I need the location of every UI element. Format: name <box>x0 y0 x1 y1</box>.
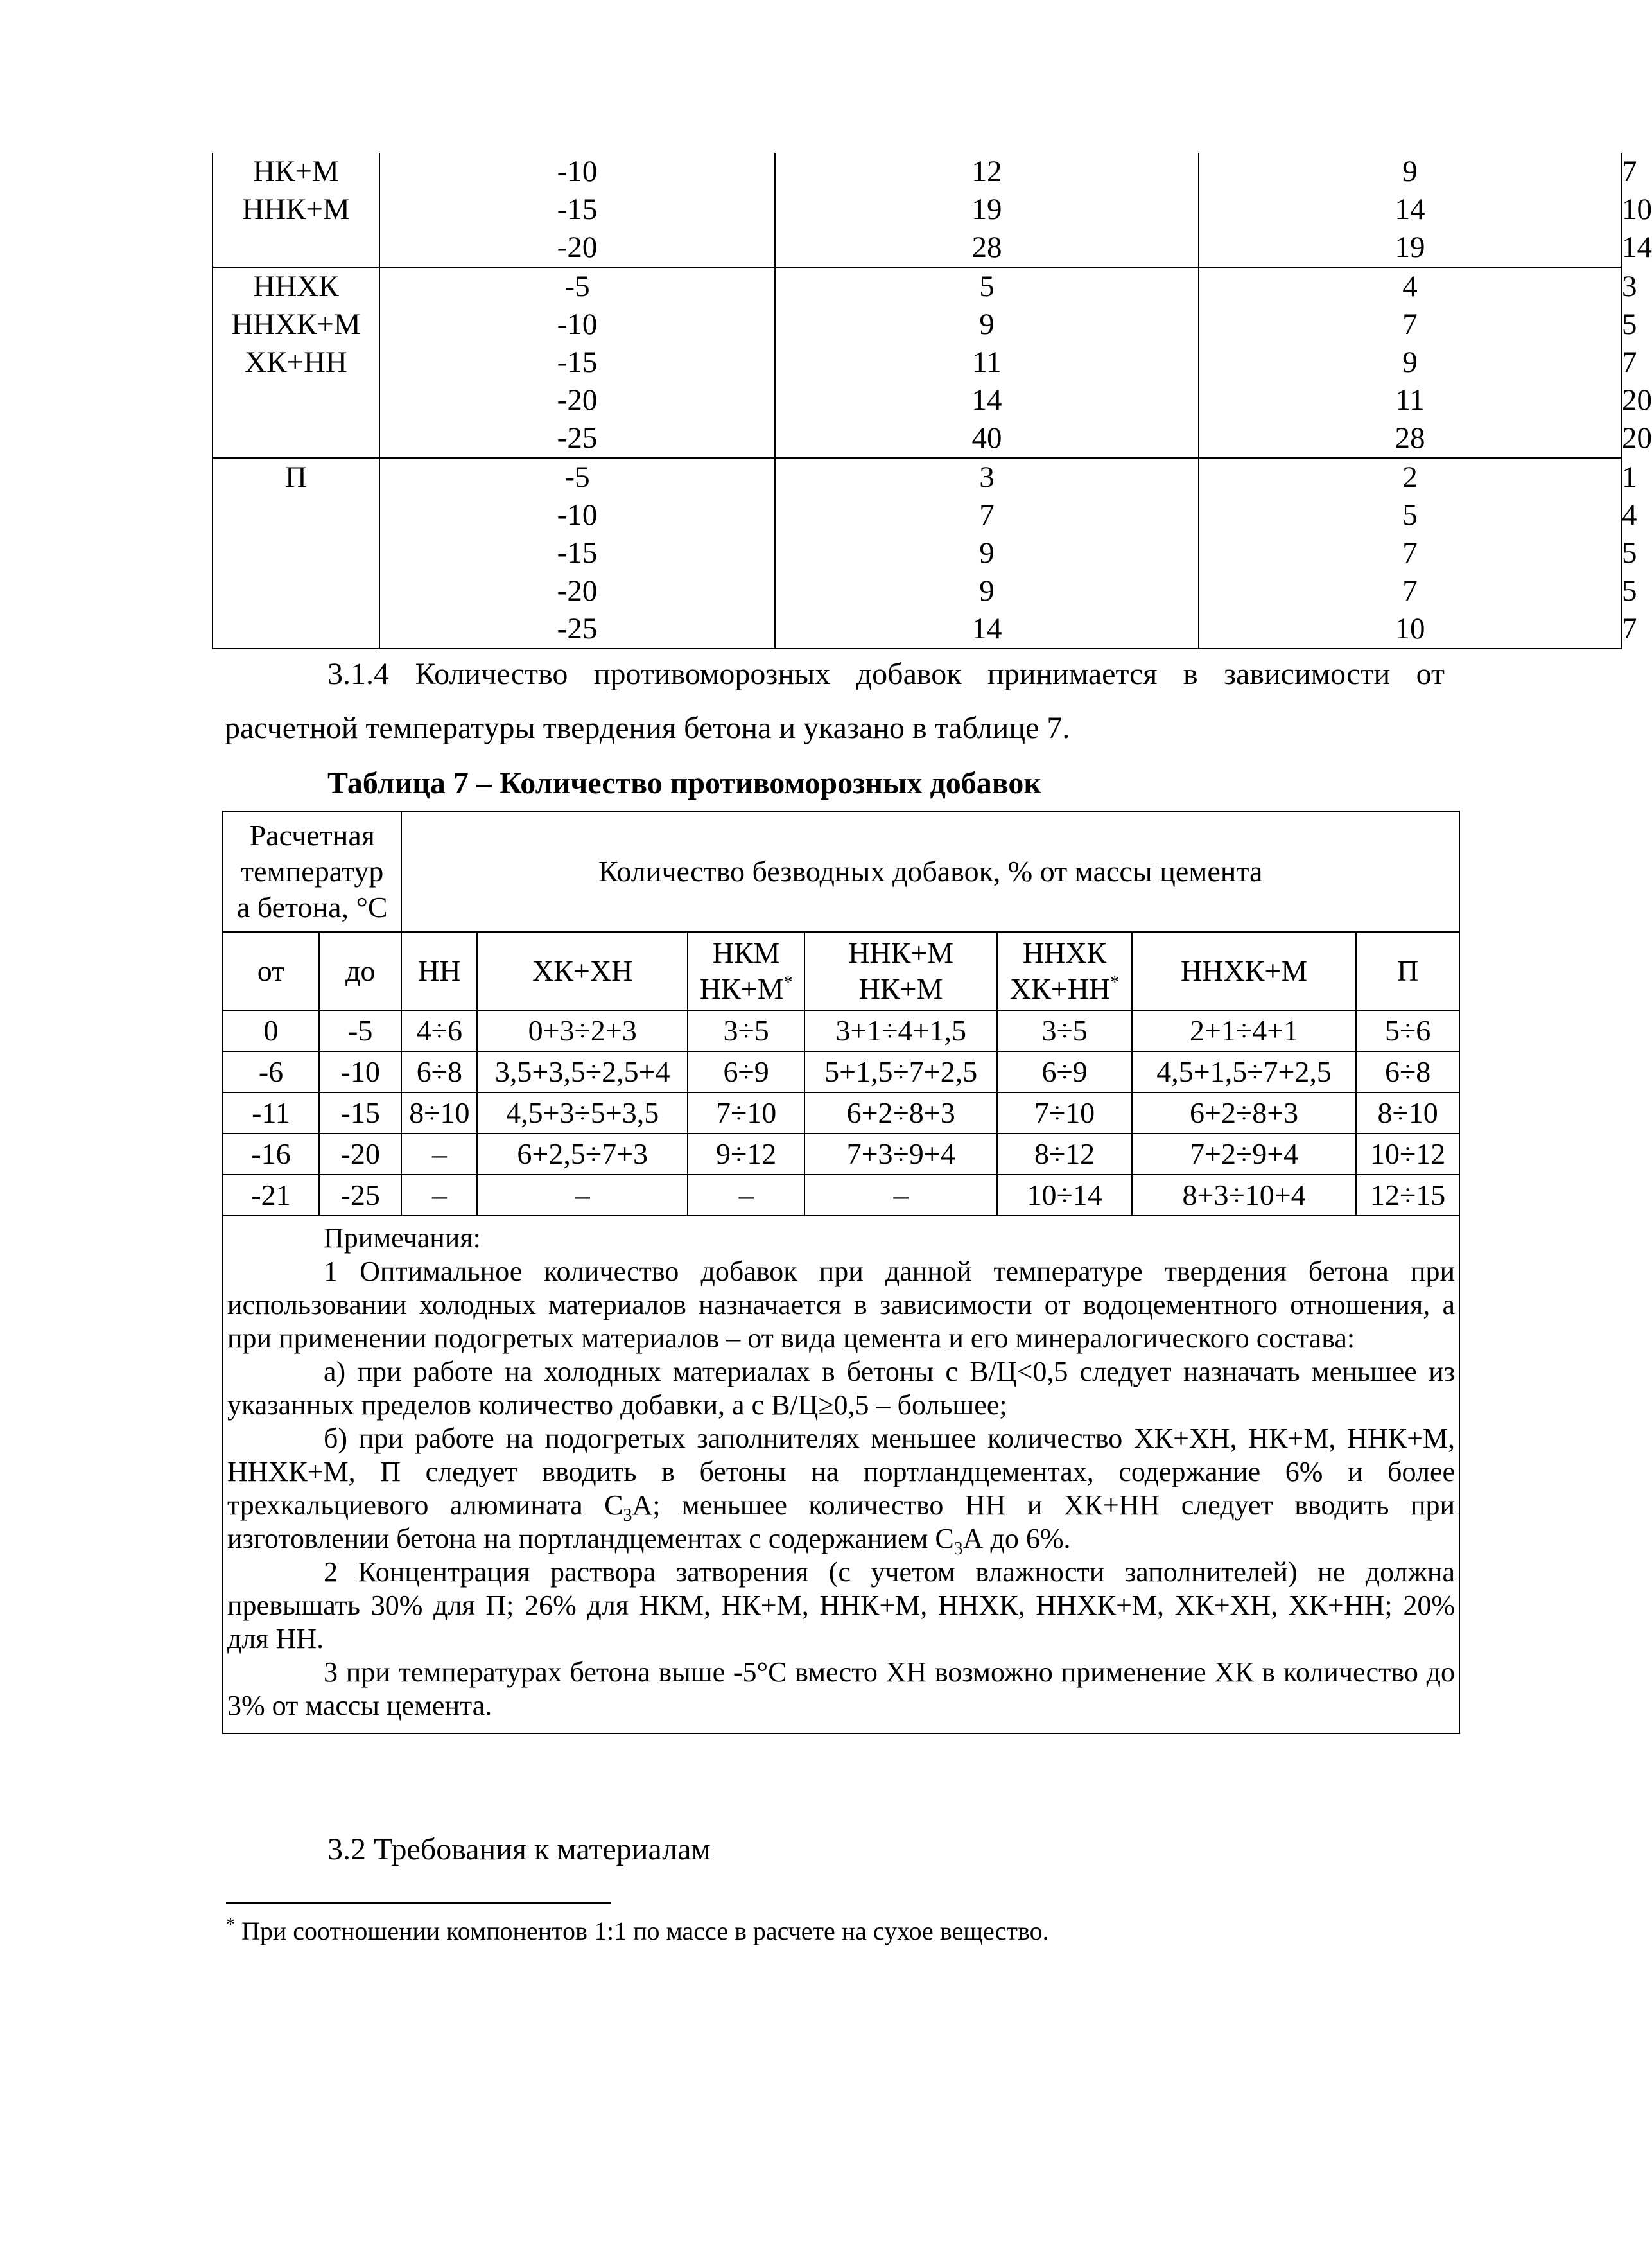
note-1a: а) при работе на холодных материалах в бетоны с В/Ц<0,5 следует назначать меньшее из указанных пределов количество добавки, а с В/Ц≥0,5 – большее; <box>227 1356 1455 1421</box>
notes-title: Примечания: <box>324 1222 481 1254</box>
table-cell: 4 7 9 11 28 <box>1199 267 1621 458</box>
header-col: ХК+ХН <box>477 932 688 1010</box>
table-cell: 5÷6 <box>1356 1010 1459 1051</box>
header-design-temperature: Расчетная температур а бетона, °С <box>223 811 401 932</box>
table-cell: 6+2÷8+3 <box>1132 1092 1356 1134</box>
table-cell: -21 <box>223 1175 319 1216</box>
table-cell: 12 19 28 <box>775 153 1199 267</box>
table-cell: 3,5+3,5÷2,5+4 <box>477 1051 688 1092</box>
note-1b: б) при работе на подогретых заполнителях меньшее количество ХК+ХН, НК+М, ННК+М, ННХК+М, П следует вводить в бетоны на портландцементах, содержание 6% и более трехкальциевого алюмината $С_3А$; меньшее количество НН и ХК+НН следует вводить при изготовлении бетона на портландцементах с содержанием $С_3А$ до 6%. <box>227 1423 1455 1559</box>
header-col: ННК+М НК+М <box>804 932 997 1010</box>
table-row <box>223 1134 1459 1175</box>
table-cell: – <box>477 1175 688 1216</box>
table-cell: 10÷12 <box>1356 1134 1459 1175</box>
table-cell: НК+М ННК+М <box>213 153 379 267</box>
table-7 <box>222 811 1460 1734</box>
table-cell: 3+1÷4+1,5 <box>804 1010 997 1051</box>
table-cell: – <box>401 1134 477 1175</box>
table-cell: ННХК ННХК+М ХК+НН <box>213 267 379 458</box>
table-cell: 2 5 7 7 10 <box>1199 458 1621 649</box>
header-to: до <box>319 932 402 1010</box>
table-cell: -25 <box>319 1175 402 1216</box>
table-cell: 7÷10 <box>997 1092 1132 1134</box>
table-cell: 6÷8 <box>401 1051 477 1092</box>
table-cell: П <box>213 458 379 649</box>
header-col: НКМ НК+М* <box>688 932 804 1010</box>
table-cell: 8÷12 <box>997 1134 1132 1175</box>
paragraph-3-1-4-cont: расчетной температуры твердения бетона и указано в таблице 7. <box>225 711 1070 745</box>
paragraph-3-1-4: 3.1.4 Количество противоморозных добавок принимается в зависимости от <box>327 657 1445 691</box>
footnote-mark: * <box>226 1915 235 1935</box>
table-cell: 0 <box>223 1010 319 1051</box>
header-col: ННХК+М <box>1132 932 1356 1010</box>
table-cell: -10 <box>319 1051 402 1092</box>
table-7-notes <box>223 1216 1459 1733</box>
note-1: 1 Оптимальное количество добавок при данной температуре твердения бетона при использовании холодных материалов назначается в зависимости от водоцементного отношения, а при применении подогретых материалов – от вида цемента и его минералогического состава: <box>227 1256 1455 1354</box>
section-3-2-heading: 3.2 Требования к материалам <box>327 1832 711 1866</box>
table-cell: 6+2÷8+3 <box>804 1092 997 1134</box>
table-cell: 8÷10 <box>401 1092 477 1134</box>
table-cell: -5 -10 -15 -20 -25 <box>379 458 775 649</box>
table-cell: 6+2,5÷7+3 <box>477 1134 688 1175</box>
header-additive-amount: Количество безводных добавок, % от массы цемента <box>401 811 1459 932</box>
table-cell: 6÷8 <box>1356 1051 1459 1092</box>
table-cell: 7+2÷9+4 <box>1132 1134 1356 1175</box>
table-row: НК+М ННК+М -10 -15 -20 12 19 28 9 14 19 7 10 14 <box>213 153 1621 267</box>
table-cell: -15 <box>319 1092 402 1134</box>
table-cell: -5 -10 -15 -20 -25 <box>379 267 775 458</box>
table-cell: -11 <box>223 1092 319 1134</box>
table-cell: 12÷15 <box>1356 1175 1459 1216</box>
table-cell: 7÷10 <box>688 1092 804 1134</box>
table-7-title: Таблица 7 – Количество противоморозных добавок <box>327 766 1042 800</box>
table-cell: 2+1÷4+1 <box>1132 1010 1356 1051</box>
table-cell: 5 9 11 14 40 <box>775 267 1199 458</box>
table-6-continuation <box>212 153 1652 649</box>
header-from: от <box>223 932 319 1010</box>
table-cell: 6÷9 <box>688 1051 804 1092</box>
table-cell: -10 -15 -20 <box>379 153 775 267</box>
table-cell: 3÷5 <box>997 1010 1132 1051</box>
footnote <box>226 1915 1049 1947</box>
table-cell: 6÷9 <box>997 1051 1132 1092</box>
table-cell: 5+1,5÷7+2,5 <box>804 1051 997 1092</box>
table-cell: 9 14 19 <box>1199 153 1621 267</box>
table-cell: 4,5+1,5÷7+2,5 <box>1132 1051 1356 1092</box>
header-col: ННХК ХК+НН* <box>997 932 1132 1010</box>
table-row <box>223 1051 1459 1092</box>
table-row: П -5 -10 -15 -20 -25 3 7 9 9 14 2 5 7 7 10 1 4 5 5 7 <box>213 458 1621 649</box>
header-col: П <box>1356 932 1459 1010</box>
table-cell: 3÷5 <box>688 1010 804 1051</box>
table-cell: – <box>804 1175 997 1216</box>
table-cell: 7+3÷9+4 <box>804 1134 997 1175</box>
table-cell: 0+3÷2+3 <box>477 1010 688 1051</box>
header-col: НН <box>401 932 477 1010</box>
footnote-separator <box>226 1902 611 1904</box>
table-cell: -6 <box>223 1051 319 1092</box>
table-cell: 3 7 9 9 14 <box>775 458 1199 649</box>
table-row <box>223 1010 1459 1051</box>
table-cell: -16 <box>223 1134 319 1175</box>
table-row <box>223 1092 1459 1134</box>
table-row <box>223 1175 1459 1216</box>
table-cell: -5 <box>319 1010 402 1051</box>
table-cell: 10÷14 <box>997 1175 1132 1216</box>
table-cell: – <box>688 1175 804 1216</box>
table-cell: 4÷6 <box>401 1010 477 1051</box>
note-3: 3 при температурах бетона выше -5°С вместо ХН возможно применение ХК в количество до 3% от массы цемента. <box>227 1656 1455 1721</box>
table-cell: 9÷12 <box>688 1134 804 1175</box>
table-cell: 4,5+3÷5+3,5 <box>477 1092 688 1134</box>
table-cell: 8+3÷10+4 <box>1132 1175 1356 1216</box>
table-cell: – <box>401 1175 477 1216</box>
footnote-text: При соотношении компонентов 1:1 по массе в расчете на сухое вещество. <box>241 1916 1049 1945</box>
table-row: ННХК ННХК+М ХК+НН -5 -10 -15 -20 -25 5 9 11 14 40 4 7 9 11 28 3 5 7 20 20 <box>213 267 1621 458</box>
table-cell: -20 <box>319 1134 402 1175</box>
note-2: 2 Концентрация раствора затворения (с учетом влажности заполнителей) не должна превышать 30% для П; 26% для НКМ, НК+М, ННК+М, ННХК, ННХК+М, ХК+ХН, ХК+НН; 20% для НН. <box>227 1556 1455 1654</box>
table-cell: 8÷10 <box>1356 1092 1459 1134</box>
